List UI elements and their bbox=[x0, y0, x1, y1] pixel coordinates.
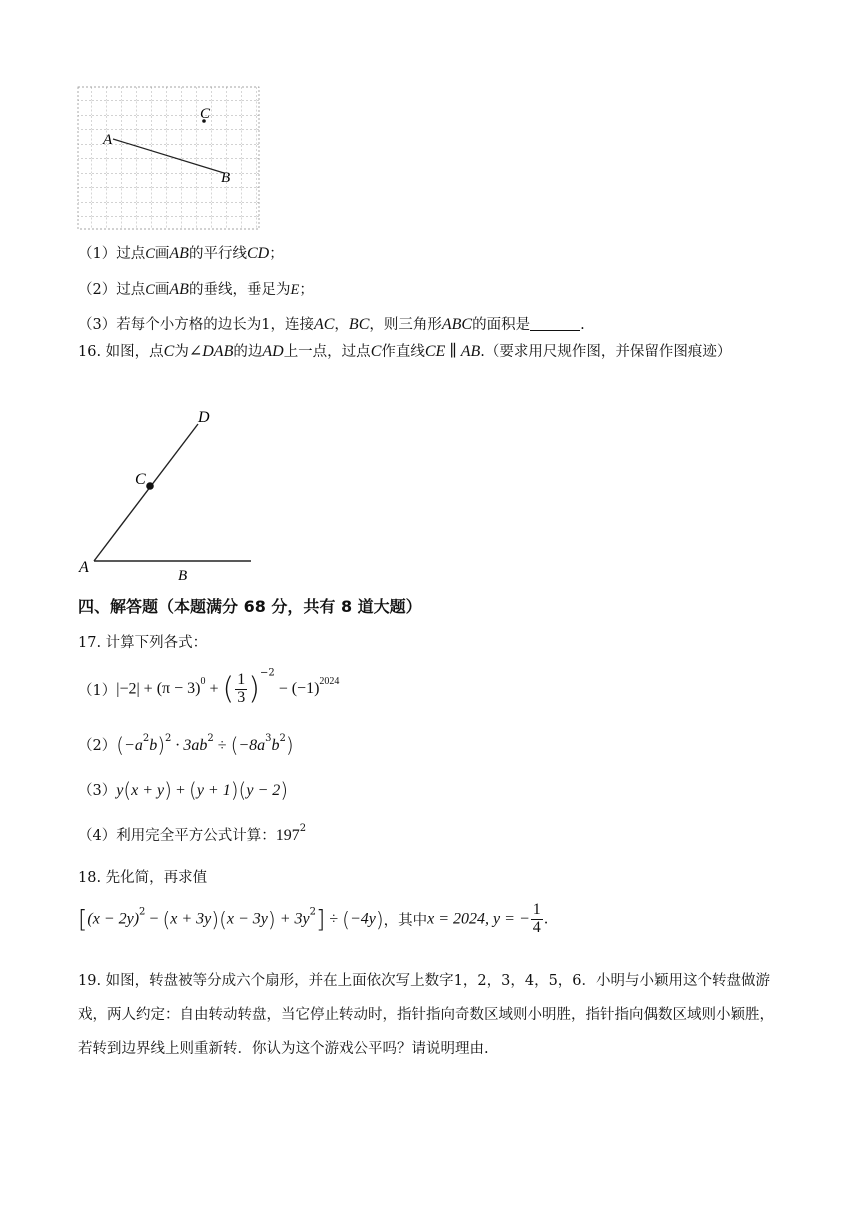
q18-expr: $[(x - 2y)^2 - (x + 3y)(x - 3y) + 3y^2] \div (-4y)$，其中x = 2024, y = − $\frac{1}{4}$ . bbox=[78, 901, 549, 936]
grid-background bbox=[78, 87, 259, 229]
label-d: D bbox=[198, 409, 210, 426]
label-b: B bbox=[221, 170, 231, 186]
q15-part3: （3）若每个小方格的边长为1，连接AC，BC，则三角形ABC的面积是 . bbox=[78, 316, 585, 333]
q17-expr4: （4）利用完全平方公式计算：$197^2$ bbox=[78, 823, 307, 844]
label-a: A bbox=[79, 559, 89, 576]
q17-head: 17. 计算下列各式： bbox=[78, 635, 208, 651]
q15-part1: （1）过点C画AB的平行线CD； bbox=[78, 245, 284, 262]
q19-text: 19. 如图，转盘被等分成六个扇形，并在上面依次写上数字1，2，3，4，5，6．小明与小颖用这个转盘做游戏，两人约定：自由转动转盘，当它停止转动时，指针指向奇数区域则小明胜，指针指向偶数区域则小颖胜，若转到边界线上则重新转．你认为这个游戏公平吗？请说明理由. bbox=[78, 973, 774, 1057]
q16-text: 16. 如图，点C为∠DAB的边AD上一点，过点C作直线CE ∥ AB.（要求用尺规作图，并保留作图痕迹） bbox=[78, 343, 732, 360]
q17-expr2: $(2)(-a^2b)^2 \cdot 3ab^2 \div (-8a^3b^2)$ bbox=[78, 733, 294, 757]
label-c: C bbox=[135, 471, 146, 488]
label-b: B bbox=[178, 568, 188, 584]
answer-blank[interactable] bbox=[530, 318, 580, 331]
q17-expr1: $(1)|-2| + (\pi - 3)^0$ + ( $\frac{1}{3}$ )$^{-2} - (-1)^{2024}$ bbox=[78, 667, 340, 707]
q17-expr3: （3）y(x + y) + (y + 1)(y − 2) bbox=[78, 778, 289, 802]
label-a: A bbox=[103, 132, 113, 148]
section-title: 四、解答题（本题满分 68 分，共有 8 道大题） bbox=[78, 597, 422, 616]
angle-figure bbox=[74, 404, 264, 588]
q15-part2: （2）过点C画AB的垂线，垂足为E； bbox=[78, 281, 314, 298]
ray-ad bbox=[94, 424, 198, 561]
q18-head: 18. 先化简，再求值 bbox=[78, 870, 208, 886]
point-c bbox=[146, 482, 154, 490]
grid-figure bbox=[76, 86, 262, 232]
label-c: C bbox=[200, 106, 211, 122]
